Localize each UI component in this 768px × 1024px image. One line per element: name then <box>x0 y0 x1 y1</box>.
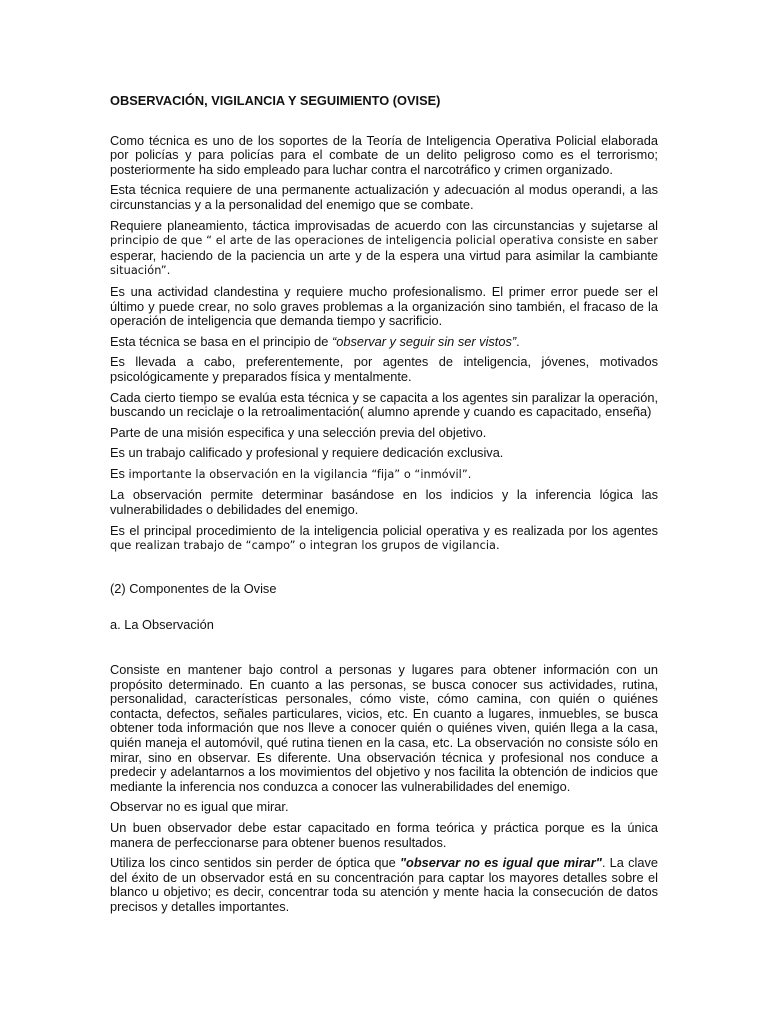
vigilancia-fija-lead: Es <box>110 465 129 481</box>
sentidos-quote: "observar no es igual que mirar" <box>399 855 602 871</box>
document-title: OBSERVACIÓN, VIGILANCIA Y SEGUIMIENTO (OVISE) <box>110 93 441 108</box>
planeamiento-line-2: principio de que “ el arte de las operaciones de inteligencia policial operativa consiste en saber <box>110 234 658 248</box>
paragraph-teoria: Como técnica es uno de los soportes de la Teoría de Inteligencia Operativa Policial elaborada por policías y para policías para el combate de un delito peligroso como es el terrorismo; posteriormente ha sido empleado para luchar contra el narcotráfico y crimen organizado. <box>110 132 658 177</box>
section-heading: (2) Componentes de la Ovise <box>110 580 277 596</box>
sentidos-text: Utiliza los cinco sentidos sin perder de óptica que <box>110 855 400 871</box>
procedimiento-line-2: que realizan trabajo de “campo” o integran los grupos de vigilancia. <box>110 539 500 553</box>
paragraph-procedimiento <box>110 524 658 554</box>
document-body <box>110 94 658 921</box>
paragraph-planeamiento <box>110 219 658 279</box>
paragraph-evaluacion: Cada cierto tiempo se evalúa esta técnica y se capacita a los agentes sin paralizar la operación, buscando un reciclaje o la retroalimentación( alumno aprende y cuando es capacitado, enseña) <box>110 389 658 420</box>
paragraph-actualizacion: Esta técnica requiere de una permanente actualización y adecuación al modus operandi, a las circunstancias y a la personalidad del enemigo que se combate. <box>110 182 658 212</box>
spacer <box>110 560 658 582</box>
sentidos-rest: . La clave del éxito de un observador está en su concentración para captar los mayores detalles sobre el blanco u objetivo; es decir, concentrar toda su atención y mente hacia la consecución de datos precisos y detalles importantes. <box>110 855 658 914</box>
procedimiento-line-1: Es el principal procedimiento de la inteligencia policial operativa y es realizada por los agentes <box>110 522 658 538</box>
vigilancia-fija-text: importante la observación en la vigilancia “fija” o “inmóvil”. <box>128 467 472 481</box>
paragraph-principio <box>110 335 658 350</box>
paragraph-trabajo: Es un trabajo calificado y profesional y requiere dedicación exclusiva. <box>110 445 504 461</box>
paragraph-inferencia: La observación permite determinar basándose en los indicios y la inferencia lógica las vulnerabilidades o debilidades del enemigo. <box>110 487 658 518</box>
principio-period: . <box>516 333 520 349</box>
paragraph-sentidos <box>110 856 658 914</box>
paragraph-buen-observador: Un buen observador debe estar capacitado en forma teórica y práctica porque es la única manera de perfeccionarse para obtener buenos resultados. <box>110 819 658 850</box>
paragraph-observar: Observar no es igual que mirar. <box>110 799 289 815</box>
paragraph-consiste: Consiste en mantener bajo control a personas y lugares para obtener información con un propósito determinado. En cuanto a las personas, se busca conocer sus actividades, rutina, personalidad, características personales, cómo viste, cómo camina, con quién o quiénes contacta, defectos, señales particulares, vicios, etc. En cuanto a lugares, inmuebles, se busca obtener toda información que nos lleve a conocer quién o quiénes viven, quién llega a la casa, quién maneja el automóvil, qué rutina tienen en la casa, etc. La observación no consiste sólo en mirar, sino en observar. Es diferente. Una observación técnica y profesional nos conduce a predecir y adelantarnos a los movimientos del objetivo y nos facilita la obtención de indicios que mediante la inferencia nos conduzca a conocer las vulnerabilidades del enemigo. <box>110 662 658 794</box>
planeamiento-line-1: Requiere planeamiento, táctica improvisadas de acuerdo con las circunstancias y sujetarse al <box>110 217 658 233</box>
paragraph-agentes: Es llevada a cabo, preferentemente, por agentes de inteligencia, jóvenes, motivados psicológicamente y preparados física y mentalmente. <box>110 354 658 384</box>
principio-quote: “observar y seguir sin ser vistos” <box>331 333 517 349</box>
spacer <box>110 633 658 663</box>
paragraph-mision: Parte de una misión especifica y una selección previa del objetivo. <box>110 424 487 440</box>
paragraph-clandestina: Es una actividad clandestina y requiere mucho profesionalismo. El primer error puede ser el último y puede crear, no solo graves problemas a la organización sino también, el fracaso de la operación de inteligencia que demanda tiempo y sacrificio. <box>110 283 658 329</box>
principio-text: Esta técnica se basa en el principio de <box>110 333 332 349</box>
spacer <box>110 596 658 618</box>
paragraph-vigilancia-fija <box>110 467 658 483</box>
planeamiento-line-4: situación”. <box>110 264 171 278</box>
subsection-heading: a. La Observación <box>110 617 214 633</box>
planeamiento-line-3: esperar, haciendo de la paciencia un arte y de la espera una virtud para asimilar la cambiante <box>110 247 658 263</box>
